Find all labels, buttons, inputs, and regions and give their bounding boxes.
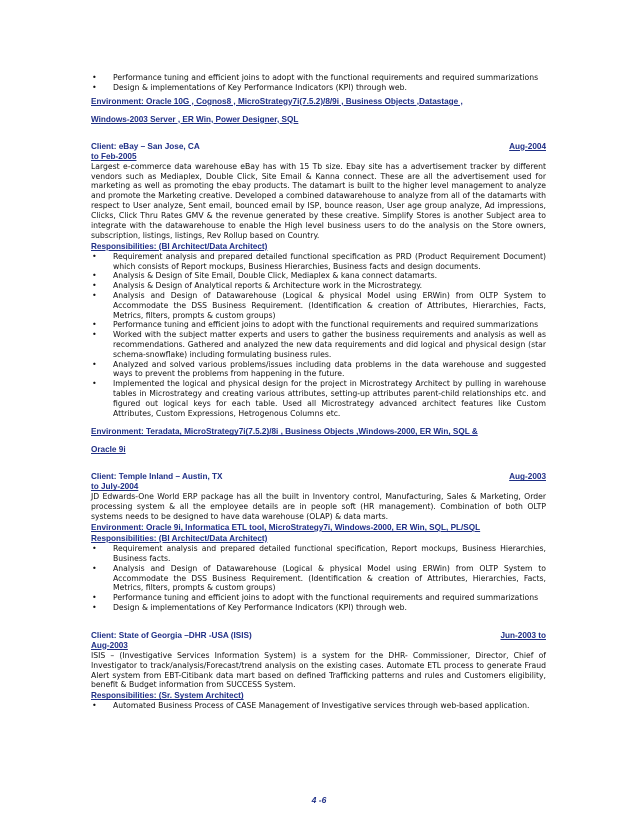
project-description: JD Edwards-One World ERP package has all the built in Inventory control, Manufacturing, Sales & Marketing, Order processing system & all the employee details are in people soft (HR management). Combination of both OLTP systems needs to be designed to have data warehouse (OLAP) & data marts. — [91, 492, 546, 522]
responsibilities-title: Responsibilities: (BI Architect/Data Architect) — [91, 534, 268, 544]
list-item: • Design & implementations of Key Performance Indicators (KPI) through web. — [91, 83, 546, 93]
client-name: Client: Temple Inland – Austin, TX — [91, 472, 223, 482]
client-state-of-georgia — [91, 631, 546, 651]
list-item: • Analyzed and solved various problems/issues including data problems in the data warehouse and suggested ways to prevent the problems from happening in the future. — [91, 360, 546, 380]
list-item: • Automated Business Process of CASE Management of Investigative services through web-based application. — [91, 701, 546, 711]
resume-content — [91, 73, 546, 711]
client-name: Client: State of Georgia –DHR -USA (ISIS) — [91, 630, 252, 640]
environment-line: Environment: Teradata, MicroStrategy7i(7.5.2)/8i , Business Objects ,Windows-2000, ER Win, SQL & — [91, 427, 478, 437]
list-item: • Analysis & Design of Analytical reports & Architecture work in the Microstrategy. — [91, 281, 546, 291]
client-start-date: Jun-2003 to — [500, 630, 546, 640]
list-item: • Analysis & Design of Site Email, Double Click, Mediaplex & kana connect datamarts. — [91, 271, 546, 281]
responsibilities-list — [91, 544, 546, 613]
list-item: • Performance tuning and efficient joins to adopt with the functional requirements and required summarizations — [91, 320, 546, 330]
responsibilities-title: Responsibilities: (Sr. System Architect) — [91, 691, 244, 701]
project-description: ISIS – (Investigative Services Information System) is a system for the DHR- Commissioner, Director, Chief of Investigator to track/analysis/Forecast/trend analysis on the existing cases. Automate ETL process to generate Fraud Alert system from EBT-Citibank data mart based on defined Trafficking patterns and rules and Customers eligibility, benefit & Budget information from SUCCESS System. — [91, 650, 546, 690]
responsibilities-list — [91, 252, 546, 419]
page-number: 4 -6 — [311, 795, 327, 805]
environment-line: Oracle 9i — [91, 445, 126, 455]
list-item: • Requirement analysis and prepared detailed functional specification as PRD (Product Requirement Document) which consists of Report mockups, Business Hierarchies, Business facts and design documents. — [91, 252, 546, 272]
list-item: • Performance tuning and efficient joins to adopt with the functional requirements and required summarizations — [91, 593, 546, 603]
responsibilities-title: Responsibilities: (BI Architect/Data Architect) — [91, 241, 268, 251]
environment-oracle10g — [91, 93, 546, 129]
responsibilities-list — [91, 701, 546, 711]
client-start-date: Aug-2004 — [509, 141, 546, 151]
client-start-date: Aug-2003 — [509, 472, 546, 482]
client-end-date: to Feb-2005 — [91, 151, 137, 161]
list-item: • Implemented the logical and physical design for the project in Microstrategy Architect by pulling in warehouse tables in Microstrategy and creating various attributes, setting-up attributes parent-child relationships etc. and figured out logical keys for each table. Used all Microstrategy advanced architect features like Custom Attributes, Custom Expressions, Hetrogenous Columns etc. — [91, 379, 546, 418]
list-item: • Design & implementations of Key Performance Indicators (KPI) through web. — [91, 603, 546, 613]
client-end-date: to July-2004 — [91, 482, 139, 492]
client-name: Client: eBay – San Jose, CA — [91, 141, 200, 151]
client-ebay — [91, 142, 546, 162]
list-item: • Requirement analysis and prepared detailed functional specification, Report mockups, Business Hierarchies, Business facts. — [91, 544, 546, 564]
environment-line: Environment: Oracle 10G , Cognos8 , MicroStrategy7i(7.5.2)/8/9i , Business Objects ,Datastage , — [91, 96, 463, 106]
environment-teradata — [91, 423, 546, 459]
environment-line: Windows-2003 Server , ER Win, Power Designer, SQL — [91, 114, 299, 124]
list-item: • Worked with the subject matter experts and users to gather the business requirements and analysis as well as recommendations. Gathered and analyzed the new data requirements and did logical and physical design (star schema-snowflake) including formulating business rules. — [91, 330, 546, 359]
client-end-date: Aug-2003 — [91, 640, 128, 650]
environment-oracle9i: Environment: Oracle 9i, Informatica ETL tool, MicroStrategy7i, Windows-2000, ER Win, SQL, PL/SQL — [91, 523, 481, 533]
client-temple-inland — [91, 472, 546, 492]
top-bullets — [91, 73, 546, 93]
list-item: • Analysis and Design of Datawarehouse (Logical & physical Model using ERWin) from OLTP System to Accommodate the DSS Business Requirement. (Identification & creation of Attributes, Hierarchies, Facts, Metrics, filters, prompts & custom groups) — [91, 291, 546, 320]
list-item: • Analysis and Design of Datawarehouse (Logical & physical Model using ERWin) from OLTP System to Accommodate the DSS Business Requirement. (Identification & creation of Attributes, Hierarchies, Facts, Metrics, filters, prompts & custom groups) — [91, 564, 546, 593]
list-item: • Performance tuning and efficient joins to adopt with the functional requirements and required summarizations — [91, 73, 546, 83]
project-description: Largest e-commerce data warehouse eBay has with 15 Tb size. Ebay site has a advertisement tracker by different vendors such as Mediaplex, Double Click, Site Email & Kanna connect. These are all the advertisement used for marketing as well as promoting the ebay products. The datamart is built to the higher level management to analyze and promote the Marketing creative. Developed a combined datawarehouse to analyze from all of the datamarts with respect to User analyze, Sent email, bounced email by ISP, bounce reason, User age group analyze, Ad impressions, Clicks, Click Thru Rates GMV & the revenue generated by these creative. Simplify Stores is another Subject area to integrate with the datawarehouse to enable the High level business users to do the analysis on the Store owners, subscription, listings, listings, Rev Rollup based on Country. — [91, 161, 546, 240]
